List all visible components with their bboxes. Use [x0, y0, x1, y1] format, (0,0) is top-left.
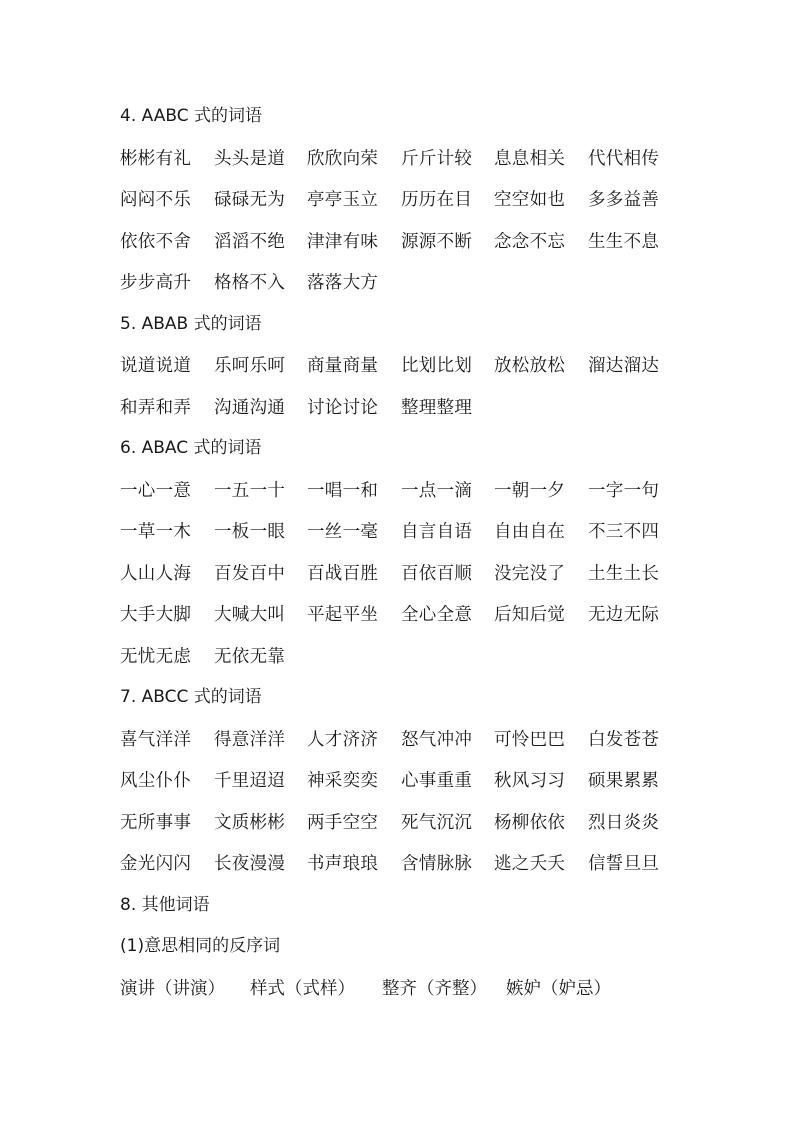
- word-row: [120, 602, 720, 628]
- word-item: 商量商量: [307, 356, 379, 376]
- word-item: 喜气洋洋: [120, 729, 192, 750]
- word-item: 溜达溜达: [588, 356, 660, 376]
- word-item: 心事重重: [401, 771, 473, 791]
- reverse-word-pair: 整齐（齐整）: [382, 978, 487, 999]
- word-item: 沟通沟通: [214, 397, 286, 418]
- word-row: [120, 146, 720, 172]
- word-item: 滔滔不绝: [214, 231, 286, 252]
- word-item: 一草一木: [120, 522, 192, 542]
- word-item: 人山人海: [120, 563, 192, 584]
- word-item: 一丝一毫: [307, 522, 379, 542]
- word-item: 金光闪闪: [120, 854, 192, 874]
- word-item: 一心一意: [120, 480, 192, 501]
- subsection-heading: (1)意思相同的反序词: [120, 936, 281, 956]
- word-row: [120, 727, 720, 753]
- word-item: 自言自语: [401, 522, 473, 542]
- word-row: [120, 519, 720, 545]
- word-item: 和弄和弄: [120, 397, 192, 418]
- section-heading: 8. 其他词语: [120, 894, 210, 915]
- word-item: 百依百顺: [401, 563, 473, 584]
- word-item: 烈日炎炎: [588, 812, 660, 833]
- word-item: 一字一句: [588, 480, 660, 501]
- word-item: 讨论讨论: [307, 397, 379, 418]
- word-item: 大喊大叫: [214, 605, 286, 625]
- word-row: [120, 187, 720, 213]
- word-item: 死气沉沉: [401, 812, 473, 833]
- word-item: 无所事事: [120, 812, 192, 833]
- section-heading: 7. ABCC 式的词语: [120, 687, 262, 707]
- word-row: [120, 768, 720, 794]
- word-item: 碌碌无为: [214, 190, 286, 210]
- word-item: 亭亭玉立: [307, 190, 379, 210]
- word-item: 步步高升: [120, 273, 192, 293]
- word-item: 一五一十: [214, 480, 286, 501]
- word-item: 一板一眼: [214, 522, 286, 542]
- word-item: 秋风习习: [494, 771, 566, 791]
- word-item: 神采奕奕: [307, 771, 379, 791]
- word-row: [120, 229, 720, 255]
- word-item: 得意洋洋: [214, 729, 286, 750]
- reverse-word-pair: 嫉妒（妒忌）: [506, 978, 611, 999]
- word-item: 念念不忘: [494, 231, 566, 252]
- word-item: 怒气冲冲: [401, 729, 473, 750]
- word-item: 白发苍苍: [588, 729, 660, 750]
- word-item: 说道说道: [120, 356, 192, 376]
- reverse-word-row: [120, 976, 720, 1002]
- word-item: 乐呵乐呵: [214, 356, 286, 376]
- word-item: 自由自在: [494, 522, 566, 542]
- word-item: 斤斤计较: [401, 148, 473, 169]
- word-item: 空空如也: [494, 190, 566, 210]
- word-item: 头头是道: [214, 148, 286, 169]
- word-item: 后知后觉: [494, 605, 566, 625]
- section-heading: 4. AABC 式的词语: [120, 106, 262, 126]
- word-item: 杨柳依依: [494, 812, 566, 833]
- word-item: 无忧无虑: [120, 646, 192, 667]
- word-item: 欣欣向荣: [307, 148, 379, 169]
- word-item: 书声琅琅: [307, 854, 379, 874]
- word-item: 历历在目: [401, 190, 473, 210]
- section-heading: 6. ABAC 式的词语: [120, 438, 262, 458]
- word-item: 一点一滴: [401, 480, 473, 501]
- word-row: [120, 478, 720, 504]
- word-item: 可怜巴巴: [494, 729, 566, 750]
- word-item: 平起平坐: [307, 605, 379, 625]
- word-item: 多多益善: [588, 190, 660, 210]
- word-item: 格格不入: [214, 273, 286, 293]
- word-item: 没完没了: [494, 563, 566, 584]
- word-row: [120, 353, 720, 379]
- word-item: 津津有味: [307, 231, 379, 252]
- word-row: [120, 395, 720, 421]
- word-item: 风尘仆仆: [120, 771, 192, 791]
- word-item: 生生不息: [588, 231, 660, 252]
- reverse-word-pair: 演讲（讲演）: [120, 978, 225, 999]
- word-item: 百发百中: [214, 563, 286, 584]
- word-item: 无依无靠: [214, 646, 286, 667]
- word-item: 一朝一夕: [494, 480, 566, 501]
- word-item: 源源不断: [401, 231, 473, 252]
- word-item: 比划比划: [401, 356, 473, 376]
- word-item: 文质彬彬: [214, 812, 286, 833]
- word-item: 一唱一和: [307, 480, 379, 501]
- word-item: 大手大脚: [120, 605, 192, 625]
- word-row: [120, 561, 720, 587]
- word-row: [120, 810, 720, 836]
- word-item: 放松放松: [494, 356, 566, 376]
- word-item: 硕果累累: [588, 771, 660, 791]
- word-item: 百战百胜: [307, 563, 379, 584]
- word-item: 代代相传: [588, 148, 660, 169]
- word-item: 两手空空: [307, 812, 379, 833]
- word-item: 依依不舍: [120, 231, 192, 252]
- word-item: 全心全意: [401, 605, 473, 625]
- word-item: 不三不四: [588, 522, 660, 542]
- word-item: 土生土长: [588, 563, 660, 584]
- word-item: 彬彬有礼: [120, 148, 192, 169]
- word-row: [120, 270, 720, 296]
- word-item: 闷闷不乐: [120, 190, 192, 210]
- word-item: 整理整理: [401, 397, 473, 418]
- word-item: 息息相关: [494, 148, 566, 169]
- word-item: 千里迢迢: [214, 771, 286, 791]
- section-heading: 5. ABAB 式的词语: [120, 313, 262, 334]
- word-item: 信誓旦旦: [588, 854, 660, 874]
- word-item: 含情脉脉: [401, 854, 473, 874]
- word-item: 长夜漫漫: [214, 854, 286, 874]
- reverse-word-pair: 样式（式样）: [250, 978, 355, 999]
- word-item: 无边无际: [588, 605, 660, 625]
- word-item: 人才济济: [307, 729, 379, 750]
- word-row: [120, 644, 720, 670]
- word-row: [120, 851, 720, 877]
- word-item: 逃之夭夭: [494, 854, 566, 874]
- word-item: 落落大方: [307, 273, 379, 293]
